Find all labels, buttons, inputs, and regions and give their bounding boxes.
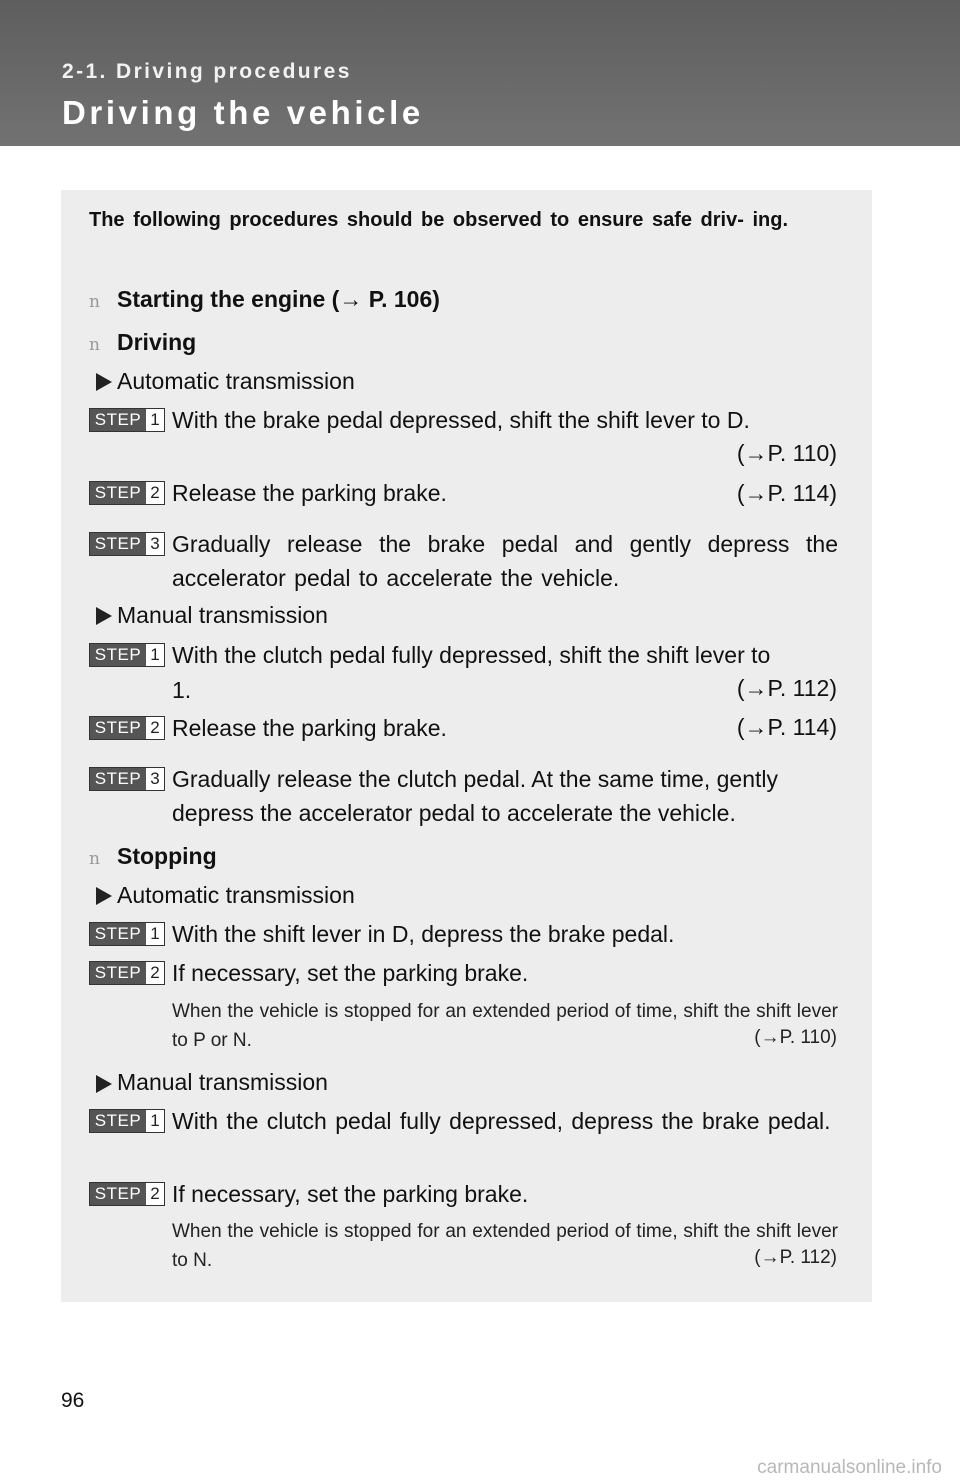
step-label: STEP (90, 644, 146, 666)
triangle-pointer-icon (96, 887, 112, 905)
step-label: STEP (90, 1183, 146, 1205)
step-text-continued: 1. (172, 677, 192, 703)
step-label: STEP (90, 923, 146, 945)
page-reference: (→P. 112) (754, 1247, 837, 1268)
subhead-driving-automatic: Automatic transmission (117, 368, 355, 394)
page-title: Driving the vehicle (62, 94, 424, 131)
step-badge (89, 643, 165, 667)
triangle-pointer-icon (96, 373, 112, 391)
step-number: 1 (150, 410, 160, 429)
step-number: 3 (150, 769, 160, 788)
step-label: STEP (90, 482, 146, 504)
page-reference: (→P. 110) (754, 1027, 837, 1048)
page-number: 96 (61, 1389, 85, 1412)
step-label: STEP (90, 533, 146, 555)
step-text: With the shift lever in D, depress the brake pedal. (172, 921, 675, 947)
step-text: Gradually release the clutch pedal. At the same time, gently depress the accelerator pedal to accelerate the vehicle. (172, 766, 778, 826)
step-number: 2 (150, 483, 160, 502)
step-text: With the brake pedal depressed, shift the shift lever to D. (172, 407, 750, 433)
step-text: If necessary, set the parking brake. (172, 1181, 529, 1207)
chapter-header-bar (0, 0, 960, 146)
heading-driving: Driving (117, 329, 197, 355)
step-label: STEP (90, 962, 146, 984)
step-text: Release the parking brake. (172, 715, 447, 741)
bullet-icon: n (89, 335, 100, 355)
step-badge (89, 1109, 165, 1133)
subhead-stopping-manual: Manual transmission (117, 1069, 328, 1095)
triangle-pointer-icon (96, 607, 112, 625)
step-badge (89, 922, 165, 946)
step-text: With the clutch pedal fully depressed, shift the shift lever to (172, 642, 771, 668)
step-label: STEP (90, 717, 146, 739)
subhead-driving-manual: Manual transmission (117, 602, 328, 628)
step-badge (89, 532, 165, 556)
step-badge (89, 961, 165, 985)
step-badge (89, 408, 165, 432)
bullet-icon: n (89, 849, 100, 869)
step-text: Gradually release the brake pedal and gently depress the accelerator pedal to accelerate the vehicle. (172, 531, 838, 591)
heading-starting-engine: Starting the engine (→ P. 106) (117, 286, 440, 312)
subhead-stopping-automatic: Automatic transmission (117, 882, 355, 908)
intro-text: The following procedures should be observed to ensure safe driv- ing. (89, 209, 788, 231)
page-reference: (→P. 114) (736, 714, 837, 740)
bullet-icon: n (89, 292, 100, 312)
watermark: carmanualsonline.info (757, 1457, 942, 1478)
step-note: When the vehicle is stopped for an extended period of time, shift the shift lever to P or N. (172, 1001, 838, 1051)
step-number: 3 (150, 534, 160, 553)
step-text: Release the parking brake. (172, 480, 447, 506)
step-number: 2 (150, 963, 160, 982)
step-text: With the clutch pedal fully depressed, depress the brake pedal. (172, 1108, 831, 1134)
step-label: STEP (90, 1110, 146, 1132)
page-reference: (→P. 114) (736, 480, 837, 506)
step-number: 1 (150, 645, 160, 664)
section-label: 2-1. Driving procedures (62, 60, 352, 83)
triangle-pointer-icon (96, 1075, 112, 1093)
step-badge (89, 767, 165, 791)
heading-stopping: Stopping (117, 843, 217, 869)
step-badge (89, 716, 165, 740)
step-label: STEP (90, 768, 146, 790)
step-number: 2 (150, 718, 160, 737)
page-reference: (→P. 112) (736, 675, 837, 701)
page-reference: (→P. 110) (736, 440, 837, 466)
step-note: When the vehicle is stopped for an extended period of time, shift the shift lever to N. (172, 1221, 838, 1271)
step-badge (89, 1182, 165, 1206)
step-label: STEP (90, 409, 146, 431)
step-number: 1 (150, 1111, 160, 1130)
step-text: If necessary, set the parking brake. (172, 960, 529, 986)
step-badge (89, 481, 165, 505)
step-number: 1 (150, 924, 160, 943)
step-number: 2 (150, 1184, 160, 1203)
